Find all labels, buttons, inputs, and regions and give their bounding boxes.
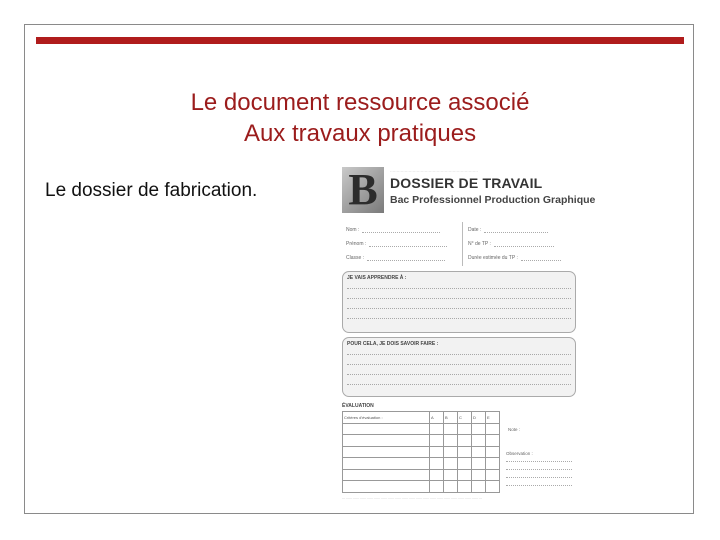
doc-box-label: POUR CELA, JE DOIS SAVOIR FAIRE :: [347, 341, 439, 347]
doc-header-small-text: …………………………………………………………: [390, 168, 478, 173]
doc-notes-label: Note :: [508, 427, 521, 432]
document-subtitle: Bac Professionnel Production Graphique: [390, 194, 596, 206]
doc-box-apprendre: [342, 271, 576, 333]
eval-header-criteria: Critères d'évaluation :: [343, 412, 430, 424]
doc-eval-label: ÉVALUATION: [342, 403, 374, 409]
eval-grade: B: [444, 412, 458, 424]
doc-field-label: Nom :: [346, 227, 360, 233]
doc-field-label: Classe :: [346, 255, 365, 261]
doc-observations-label: Observation :: [506, 451, 533, 456]
eval-grade: E: [486, 412, 500, 424]
eval-grade: D: [472, 412, 486, 424]
slide-title-line-2: Aux travaux pratiques: [243, 120, 477, 147]
doc-observation-line: [506, 469, 572, 470]
doc-field-label: Durée estimée du TP :: [468, 255, 518, 261]
doc-box-savoir-faire: [342, 337, 576, 397]
doc-observation-line: [506, 461, 572, 462]
doc-footer-note: …………………………………………………………………………………………………………: [342, 496, 482, 500]
doc-field-duree: [468, 255, 561, 261]
doc-field-tp: [468, 241, 554, 247]
doc-field-divider: [462, 222, 463, 266]
doc-field-prenom: [346, 241, 447, 247]
doc-field-date: [468, 227, 548, 233]
slide-title-line-1: Le document ressource associé: [190, 89, 530, 116]
slide-body-text: Le dossier de fabrication.: [45, 180, 258, 201]
doc-observation-line: [506, 477, 572, 478]
doc-field-label: Date :: [468, 227, 482, 233]
doc-field-label: N° de TP :: [468, 241, 491, 247]
doc-observation-line: [506, 485, 572, 486]
doc-field-nom: [346, 227, 440, 233]
eval-grade: C: [458, 412, 472, 424]
slide-title: [60, 87, 660, 149]
doc-field-classe: [346, 255, 445, 261]
doc-box-label: JE VAIS APPRENDRE À :: [347, 275, 407, 281]
document-title: DOSSIER DE TRAVAIL: [390, 175, 543, 191]
eval-grade: A: [430, 412, 444, 424]
doc-field-label: Prénom :: [346, 241, 367, 247]
bac-pro-logo: B: [342, 167, 384, 213]
document-image: [340, 165, 596, 503]
doc-eval-table: [342, 411, 500, 493]
accent-bar: [36, 37, 684, 44]
